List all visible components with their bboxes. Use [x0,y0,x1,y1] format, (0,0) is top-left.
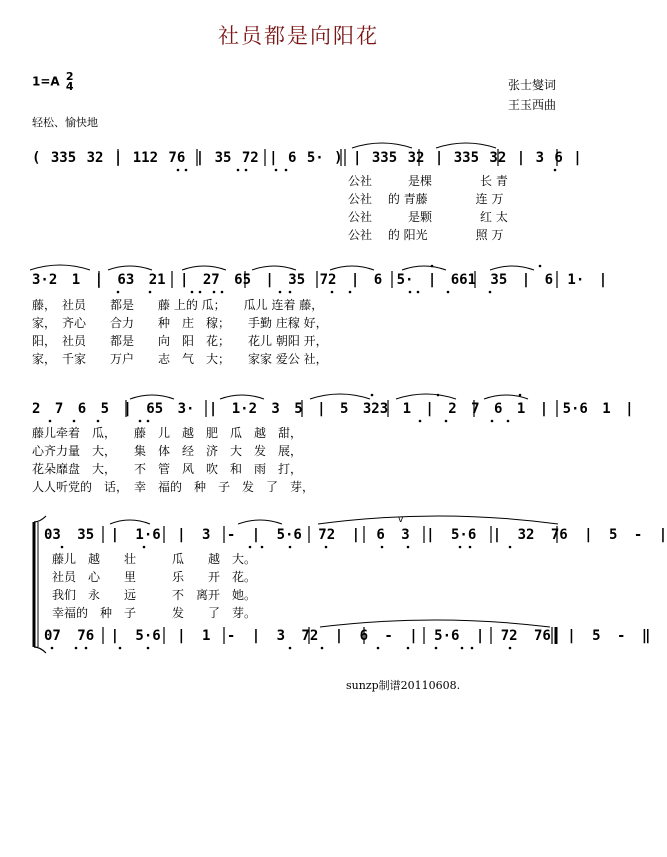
time-den: 4 [65,80,74,93]
lyric-verse-3: 公社 是颗 红 太 [348,210,508,224]
key-signature [32,72,74,92]
lyrics-block-2 [32,296,328,368]
transcriber-credit: sunzp制谱20110608. [346,679,461,692]
lyric-verse-2: 心齐力量 大， 集 体 经 济 大 发 展， [32,444,303,458]
time-signature [66,72,74,92]
lyrics-block-4 [52,550,256,622]
lyrics-block-1 [348,172,508,244]
lyric-verse-1: 藤， 社员 都是 藤 上的 瓜； 瓜儿 连着 藤， [32,298,324,312]
key-label: 1=A [32,74,60,89]
notation-line-4-upper: 03 35 | 1·6 | 3 - | 5·6 72 | 6 3 | 5·6 | 32 76 | 5 - | [44,527,667,543]
lyric-verse-4: 公社 的 阳光 照 万 [348,228,504,242]
breath-mark: v [398,515,404,525]
lyric-verse-1: 公社 是棵 长 青 [348,174,508,188]
lyric-verse-3: 我们 永 远 不 离开 她。 [52,588,257,602]
lyric-verse-1: 藤儿牵着 瓜， 藤 儿 越 肥 瓜 越 甜， [32,426,303,440]
composer-credit: 王玉西曲 [508,98,557,112]
notation-line-1: ( 335 32 | 112 76 | 35 72 | 6 5· ) | 335 32 | 335 32 | 3 6 | [32,150,582,166]
lyric-verse-2: 家， 齐心 合力 种 庄 稼； 手勤 庄稼 好， [32,316,328,330]
lyric-verse-3: 花朵靡盘 大， 不 管 风 吹 和 雨 打， [32,462,303,476]
notation-line-2: 3·2 1 | 63 21 | 27 65 | 35 72 | 6 5· | 661 35 | 6 1· | [32,272,608,288]
lyricist-credit: 张士燮词 [508,78,557,92]
lyric-verse-1: 藤儿 越 壮 瓜 越 大。 [52,552,257,566]
lyric-verse-4: 家， 千家 万户 志 气 大； 家家 爱公 社， [32,352,328,366]
lyric-verse-2: 公社 的 青藤 连 万 [348,192,504,206]
lyric-verse-4: 幸福的 种 子 发 了 芽。 [52,606,257,620]
notation-line-3: 2 7 6 5 | 65 3· | 1·2 3 5 | 5 323 1 | 2 7 6 1 | 5·6 1 | [32,401,634,417]
lyric-verse-2: 社员 心 里 乐 开 花。 [52,570,257,584]
lyric-verse-3: 阳， 社员 都是 向 阳 花； 花儿 朝阳 开， [32,334,328,348]
time-num: 2 [65,70,74,83]
tempo-marking: 轻松、愉快地 [32,116,98,129]
notation-line-4-lower: 07 76 | 5·6 | 1 - | 3 72 | 6 - | 5·6 | 72 76 | 5 - ‖ [44,628,651,644]
song-title: 社员都是向阳花 [218,24,379,48]
lyrics-block-3 [32,424,314,496]
lyric-verse-4: 人人听党的 话， 幸 福的 种 子 发 了 芽， [32,480,315,494]
